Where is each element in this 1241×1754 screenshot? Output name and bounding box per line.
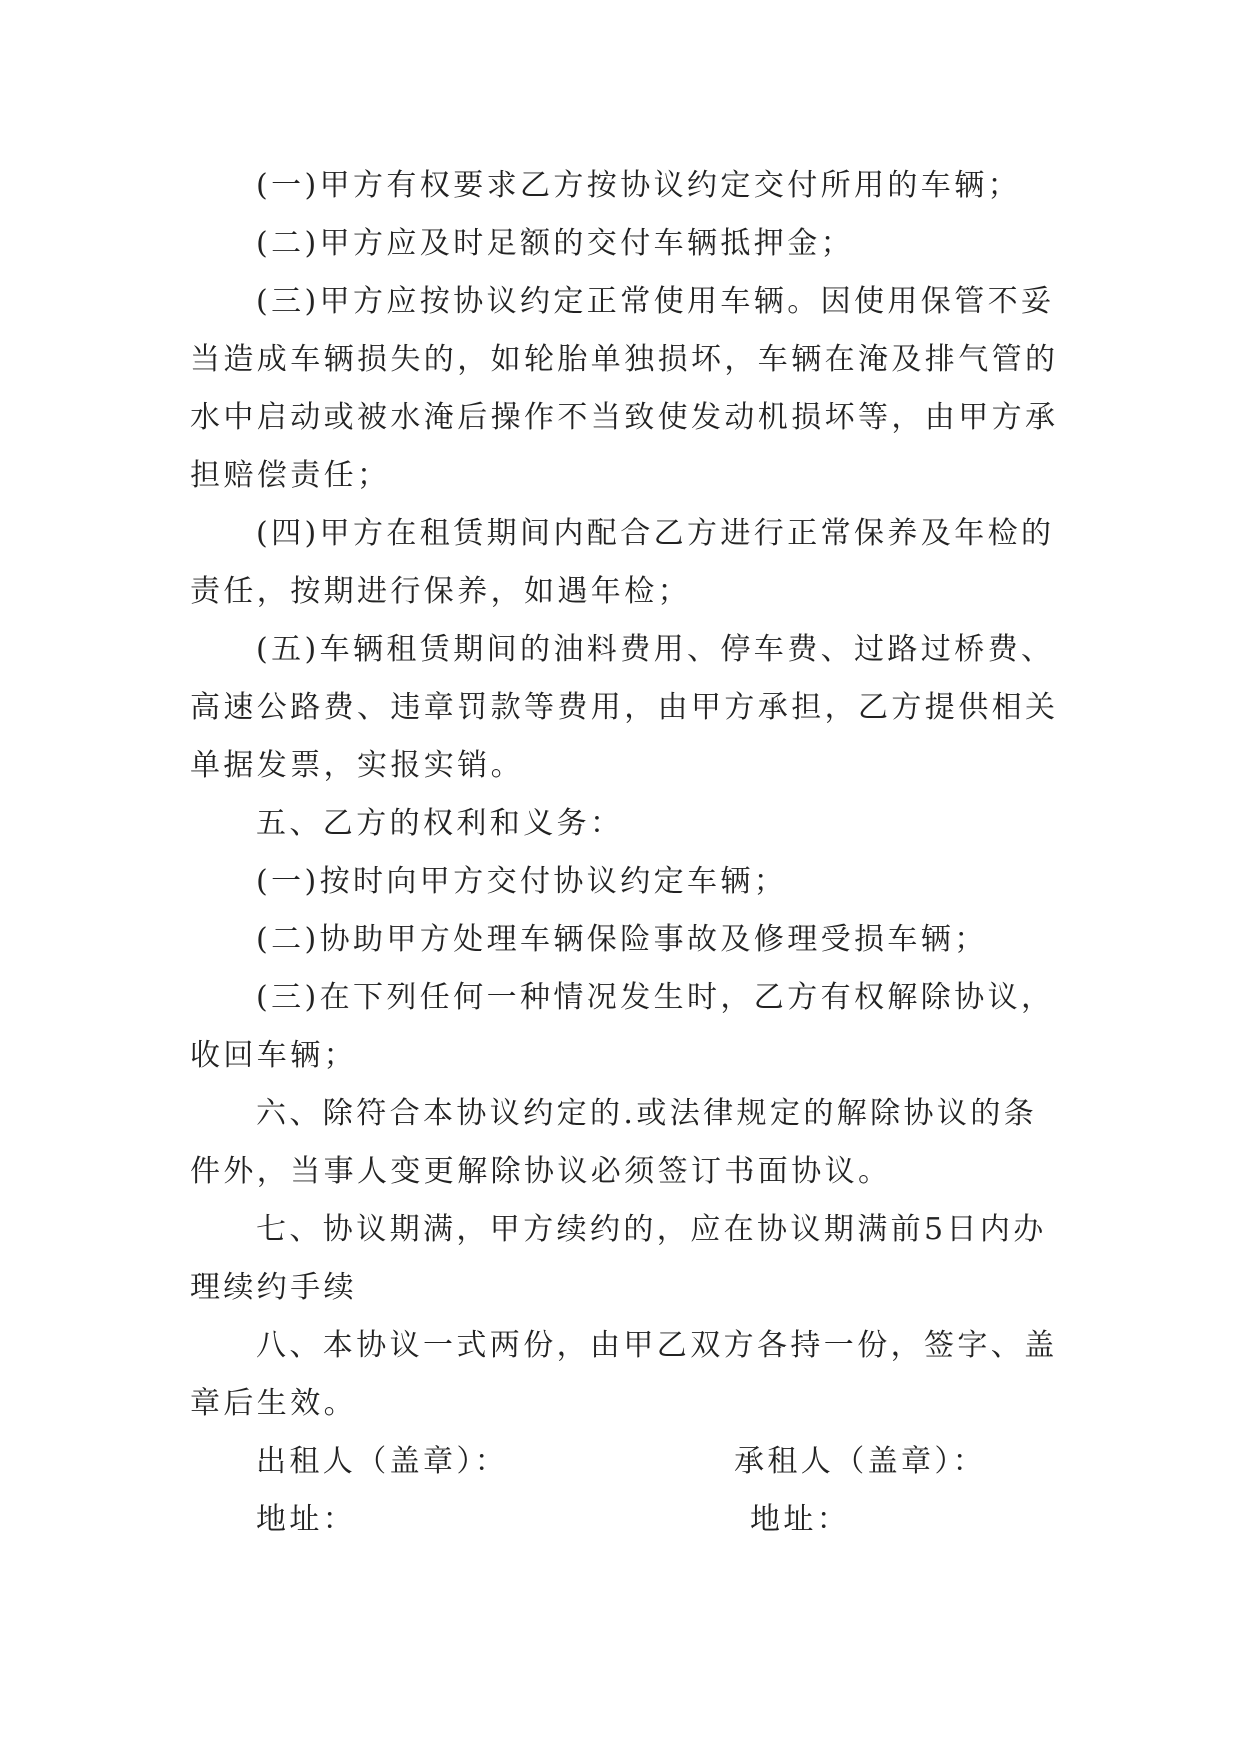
section-eight: 八、本协议一式两份，由甲乙双方各持一份，签字、盖章后生效。 xyxy=(190,1328,1058,1421)
lessee-seal-label: 承租人（盖章）： xyxy=(734,1444,987,1479)
section-seven: 七、协议期满，甲方续约的，应在协议期满前5日内办理续约手续 xyxy=(190,1212,1047,1305)
clause-a5: (五)车辆租赁期间的油料费用、停车费、过路过桥费、高速公路费、违章罚款等费用，由甲方承担，乙方提供相关单据发票，实报实销。 xyxy=(190,632,1059,783)
lessee-address-label: 地址： xyxy=(750,1502,851,1537)
clause-b3: (三)在下列任何一种情况发生时，乙方有权解除协议，收回车辆； xyxy=(190,980,1055,1073)
clause-a2: (二)甲方应及时足额的交付车辆抵押金； xyxy=(256,226,855,261)
clause-b1: (一)按时向甲方交付协议约定车辆； xyxy=(256,864,788,899)
lessor-address-label: 地址： xyxy=(256,1502,357,1537)
clause-a3: (三)甲方应按协议约定正常使用车辆。因使用保管不妥当造成车辆损失的，如轮胎单独损坏，车辆在淹及排气管的水中启动或被水淹后操作不当致使发动机损坏等，由甲方承担赔偿责任； xyxy=(190,284,1059,493)
clause-a4: (四)甲方在租赁期间内配合乙方进行正常保养及年检的责任，按期进行保养，如遇年检； xyxy=(190,516,1055,609)
section-heading-five: 五、乙方的权利和义务： xyxy=(256,806,624,841)
lessor-seal-label: 出租人（盖章）： xyxy=(256,1444,509,1479)
section-six: 六、除符合本协议约定的.或法律规定的解除协议的条件外，当事人变更解除协议必须签订书面协议。 xyxy=(190,1096,1038,1189)
clause-a1: (一)甲方有权要求乙方按协议约定交付所用的车辆； xyxy=(256,168,1022,203)
clause-b2: (二)协助甲方处理车辆保险事故及修理受损车辆； xyxy=(256,922,988,957)
